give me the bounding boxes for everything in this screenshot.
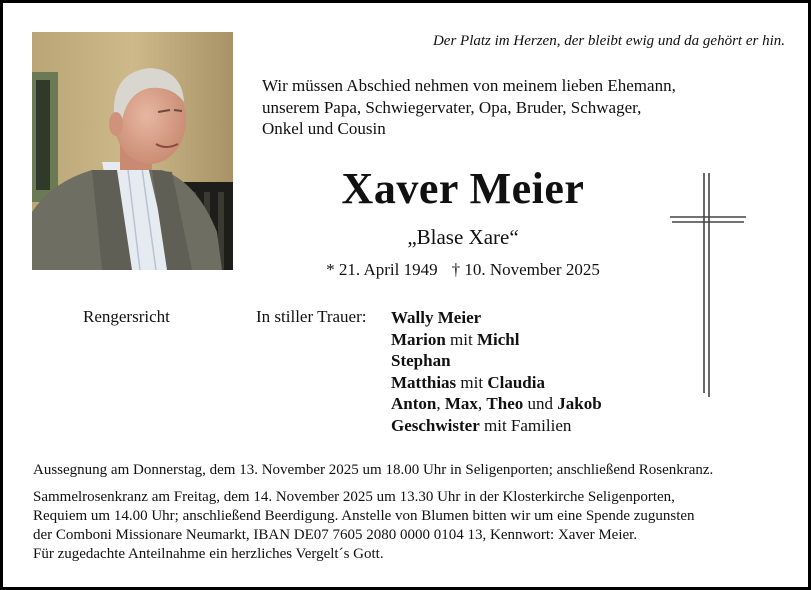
mourner-name: Claudia — [487, 372, 545, 392]
mourner-name: Anton — [391, 394, 437, 414]
service-blessing: Aussegnung am Donnerstag, dem 13. November 2025 um 18.00 Uhr in Seligenporten; anschließend Rosenkranz. — [33, 462, 714, 478]
mourner-line — [391, 415, 602, 437]
portrait-photo — [32, 32, 233, 270]
mourner-name: Wally Meier — [391, 308, 482, 327]
place-name: Rengersricht — [83, 307, 170, 326]
mourner-line — [391, 372, 602, 394]
mourner-name: Theo — [486, 394, 524, 414]
service-details — [33, 488, 793, 564]
mourner-connector: mit — [445, 329, 477, 349]
mourner-name: Geschwister — [391, 415, 480, 435]
mourner-name: Michl — [476, 329, 520, 349]
mourning-label: In stiller Trauer: — [256, 307, 367, 326]
mourner-connector: , — [477, 394, 487, 414]
motto: Der Platz im Herzen, der bleibt ewig und da gehört er hin. — [432, 33, 785, 49]
service-line: Für zugedachte Anteilnahme ein herzliches Vergelt´s Gott. — [33, 546, 384, 562]
mourner-connector: mit — [456, 372, 488, 392]
service-line: der Comboni Missionare Neumarkt, IBAN DE07 7605 2080 0000 0104 13, Kennwort: Xaver Meier. — [33, 527, 638, 543]
mourner-name: Jakob — [557, 394, 602, 414]
mourner-line — [391, 307, 602, 329]
mourner-name: Max — [444, 394, 478, 414]
mourner-connector: , — [436, 394, 445, 414]
birth-date: * 21. April 1949 — [326, 260, 438, 279]
mourner-name: Marion — [391, 329, 446, 349]
nickname: „Blase Xare“ — [407, 225, 519, 249]
life-dates — [273, 260, 653, 280]
mourner-line — [391, 329, 602, 351]
mourner-name: Matthias — [391, 372, 457, 392]
intro-line: Onkel und Cousin — [262, 119, 386, 138]
service-info — [33, 461, 793, 564]
deceased-name: Xaver Meier — [341, 164, 585, 213]
service-line: Sammelrosenkranz am Freitag, dem 14. November 2025 um 13.30 Uhr in der Klosterkirche Seligenporten, — [33, 489, 675, 505]
mourners-list — [391, 307, 602, 437]
mourner-line — [391, 393, 602, 415]
death-date: † 10. November 2025 — [451, 260, 600, 279]
intro-line: unserem Papa, Schwiegervater, Opa, Bruder, Schwager, — [262, 97, 642, 117]
mourner-line — [391, 350, 602, 372]
mourner-connector: mit Familien — [479, 415, 572, 435]
portrait-image — [32, 32, 233, 270]
cross-icon — [666, 171, 750, 399]
intro-text — [262, 75, 762, 140]
mourner-name: Stephan — [391, 351, 451, 371]
intro-line: Wir müssen Abschied nehmen von meinem lieben Ehemann, — [262, 76, 676, 95]
service-line: Requiem um 14.00 Uhr; anschließend Beerdigung. Anstelle von Blumen bitten wir um eine Spende zugunsten — [33, 508, 695, 524]
mourner-connector: und — [523, 394, 558, 414]
